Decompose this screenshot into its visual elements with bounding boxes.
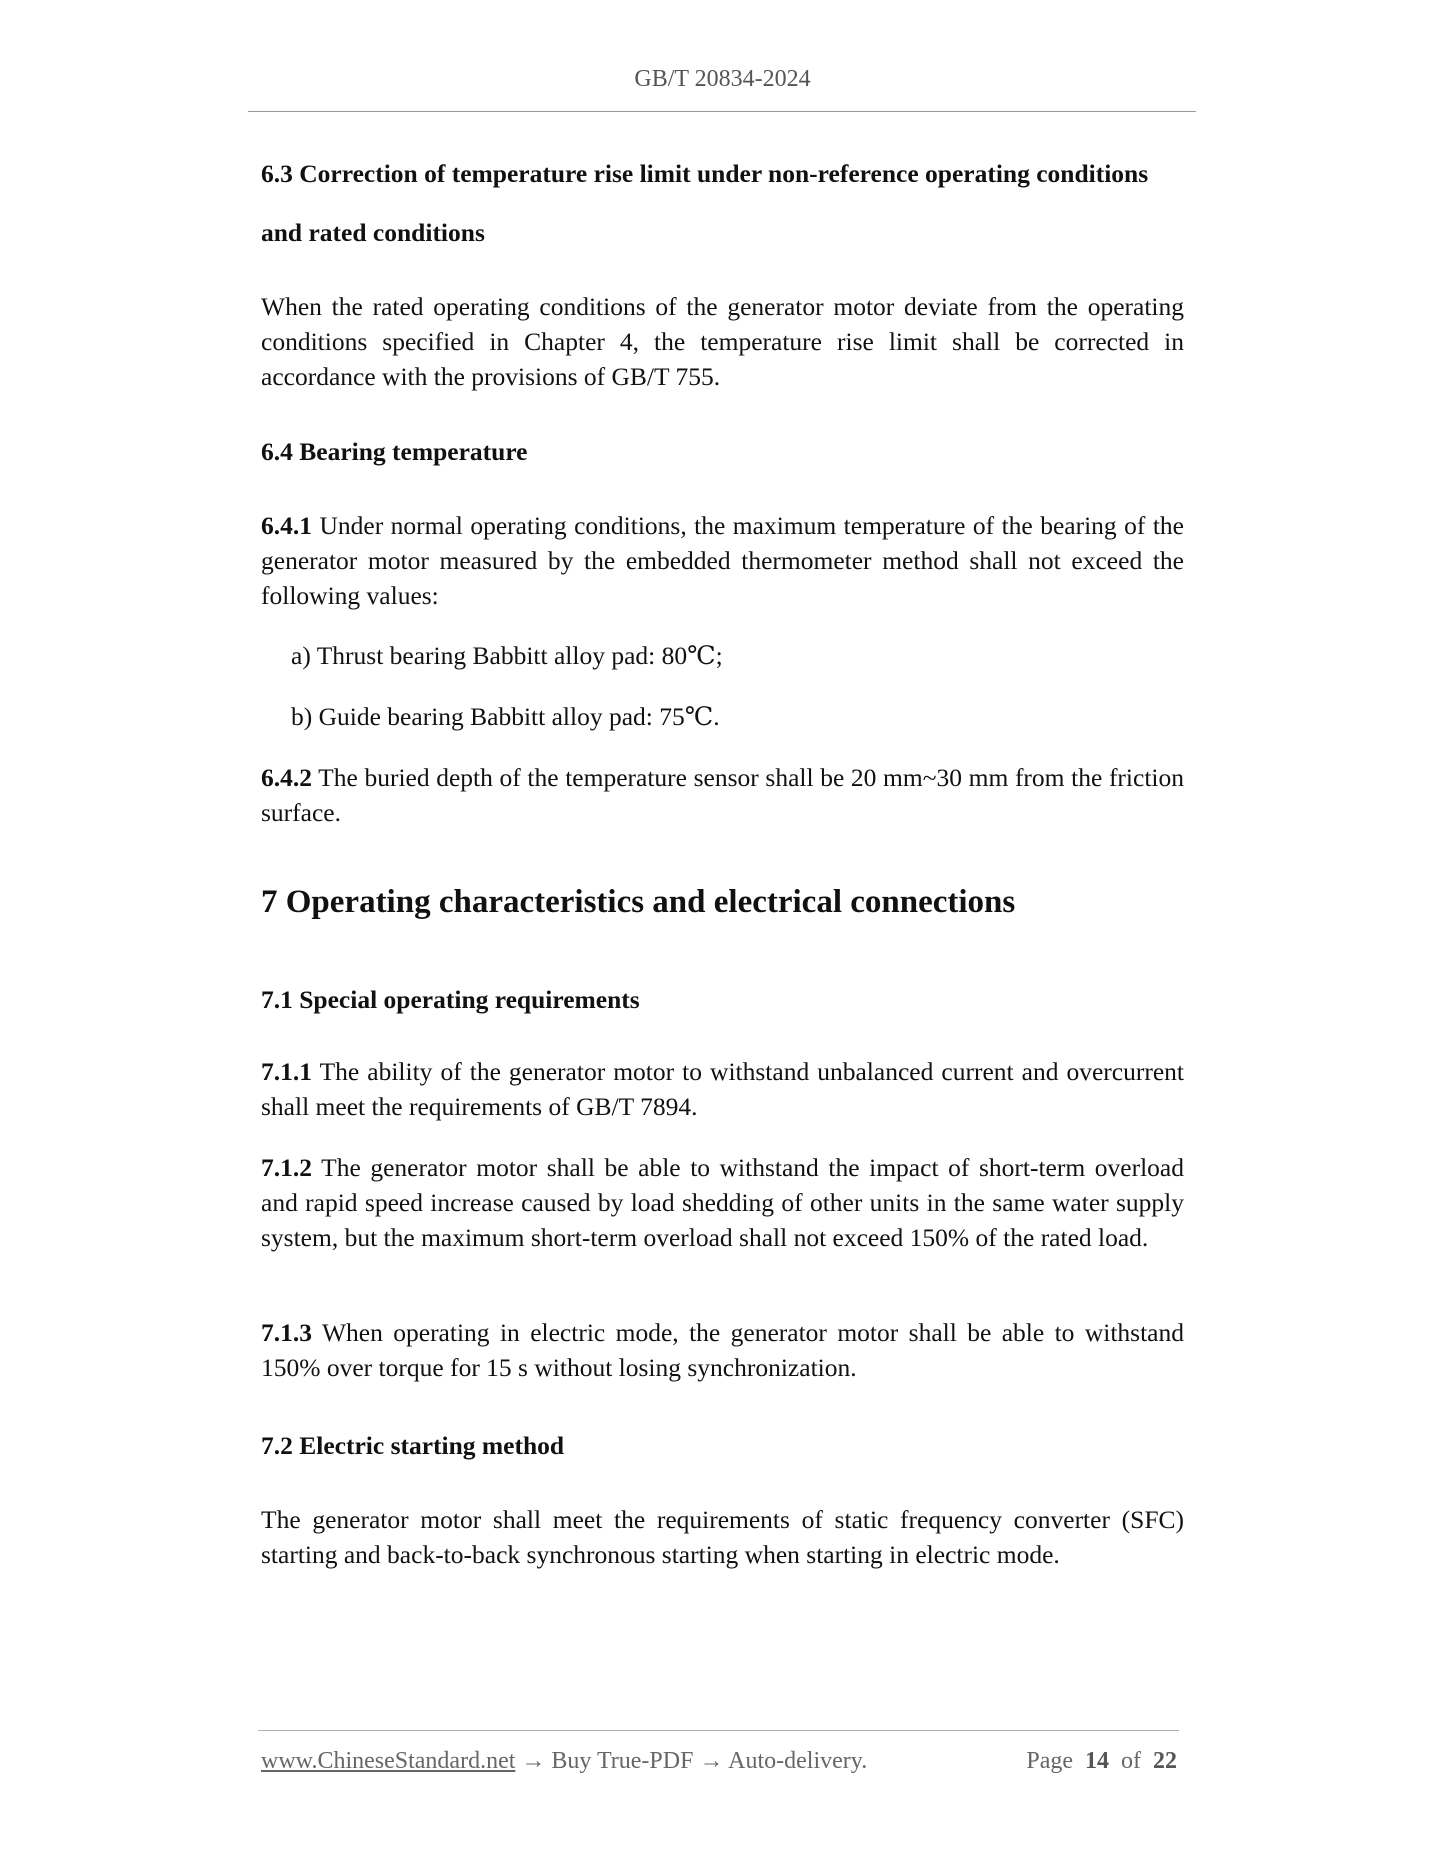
clause-text: Under normal operating conditions, the maximum temperature of the bearing of the generator motor measured by the embedded thermometer method shall not exceed the following values: xyxy=(261,511,1184,610)
website-link[interactable]: www.ChineseStandard.net xyxy=(261,1748,516,1774)
current-page: 14 xyxy=(1085,1748,1109,1774)
footer-divider xyxy=(258,1730,1179,1731)
clause-6-4-2 xyxy=(261,760,1184,830)
arrow-right-icon: → xyxy=(515,1748,552,1774)
total-pages: 22 xyxy=(1153,1748,1177,1774)
page-of-label: of xyxy=(1121,1748,1141,1774)
clause-number: 7.1.2 xyxy=(261,1153,312,1182)
clause-7-1-2 xyxy=(261,1150,1184,1255)
arrow-right-icon: → xyxy=(693,1748,729,1774)
clause-text: When operating in electric mode, the generator motor shall be able to withstand 150% over torque for 15 s without losing synchronization. xyxy=(261,1318,1184,1382)
chapter-7-heading: 7 Operating characteristics and electrical connections xyxy=(261,884,1016,920)
clause-number: 6.4.1 xyxy=(261,511,312,540)
clause-7-1-1 xyxy=(261,1054,1184,1124)
section-6-3-heading-line-2: and rated conditions xyxy=(261,218,485,247)
buy-pdf-text: Buy True-PDF xyxy=(551,1748,694,1774)
clause-text: The generator motor shall be able to withstand the impact of short-term overload and rapid speed increase caused by load shedding of other units in the same water supply system, but the maximum short-term overload shall not exceed 150% of the rated load. xyxy=(261,1153,1184,1252)
delivery-text: Auto-delivery. xyxy=(728,1748,868,1774)
clause-number: 7.1.1 xyxy=(261,1057,312,1086)
header-divider xyxy=(248,111,1196,112)
clause-6-4-1 xyxy=(261,508,1184,613)
page-header-title: GB/T 20834-2024 xyxy=(634,66,811,92)
footer-promo xyxy=(261,1748,867,1775)
section-7-2-paragraph: The generator motor shall meet the requirements of static frequency converter (SFC) starting and back-to-back synchronous starting when starting in electric mode. xyxy=(261,1505,1184,1569)
clause-text: The buried depth of the temperature sensor shall be 20 mm~30 mm from the friction surface. xyxy=(261,763,1184,827)
page-label: Page xyxy=(1026,1748,1073,1774)
page-number xyxy=(1026,1748,1177,1775)
section-6-3-heading-line-1: 6.3 Correction of temperature rise limit under non-reference operating conditions xyxy=(261,159,1149,188)
page-footer xyxy=(261,1748,1177,1782)
section-6-3-paragraph: When the rated operating conditions of the generator motor deviate from the operating conditions specified in Chapter 4, the temperature rise limit shall be corrected in accordance with the provisions of GB/T 755. xyxy=(261,292,1184,391)
section-7-1-heading: 7.1 Special operating requirements xyxy=(261,985,640,1014)
section-7-2-heading: 7.2 Electric starting method xyxy=(261,1431,565,1460)
clause-7-1-3 xyxy=(261,1315,1184,1385)
list-item-b: b) Guide bearing Babbitt alloy pad: 75℃. xyxy=(291,702,720,731)
section-6-4-heading: 6.4 Bearing temperature xyxy=(261,437,528,466)
clause-number: 6.4.2 xyxy=(261,763,312,792)
list-item-a: a) Thrust bearing Babbitt alloy pad: 80℃; xyxy=(291,641,723,670)
clause-text: The ability of the generator motor to withstand unbalanced current and overcurrent shall meet the requirements of GB/T 7894. xyxy=(261,1057,1184,1121)
clause-number: 7.1.3 xyxy=(261,1318,312,1347)
